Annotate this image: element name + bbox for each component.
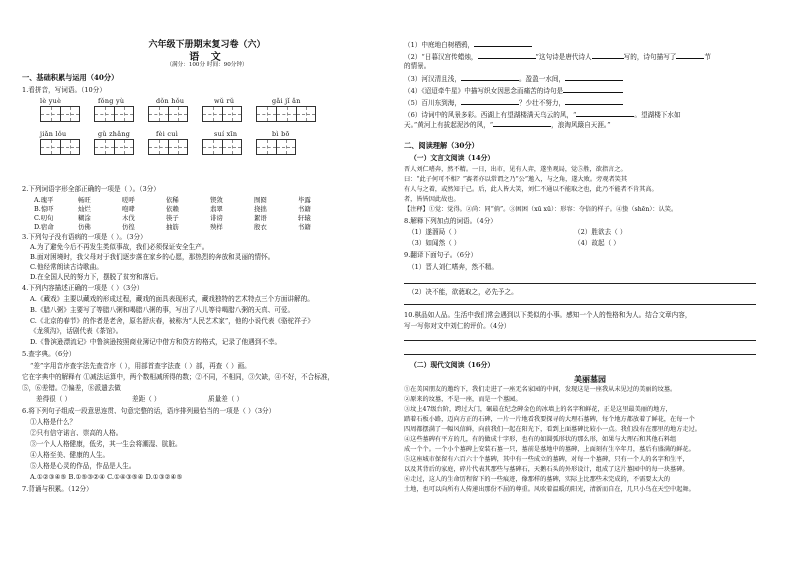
question-1: 1.看拼音，写词语。（10分） — [22, 86, 106, 94]
q5-word-2[interactable]: 差距（ ） — [132, 395, 161, 403]
essay-para-2: ②原来的坟墓，不是一座，而是一个墓园。 — [404, 396, 522, 403]
pinyin: wǔ rǔ — [214, 97, 235, 105]
essay-para-3: ③坟上47级台阶，跨过大门，碾最在纪念碑金色的冰墙上的名字和鲜花，正是这里最美丽的地方， — [404, 406, 672, 413]
essay-para-4b: 成一个个。一个小个墓碑上安装石墓一只，墓前是墓地中的墓碑，上面刻有生卒年月，墓后有盛满的鲜花。 — [404, 446, 695, 453]
q6-sentence-4: ④人格至美、健康的人生。 — [30, 451, 110, 459]
q4-option-c: C.《北京的春节》的作者是老舍，原名舒庆春，被称为“人民艺术家”，他的小说代表《骆驼祥子》 — [30, 317, 314, 325]
exam-meta: （满分：100分 时间：90分钟） — [166, 62, 248, 68]
q8-item-2[interactable]: （2）胜欲去（ ） — [574, 228, 627, 236]
section-2-heading: 二、阅读理解（30分） — [404, 141, 479, 150]
blank[interactable] — [565, 74, 623, 81]
pinyin: lè yuè — [40, 97, 62, 105]
q5-word-3[interactable]: 质量差（ ） — [208, 395, 244, 403]
q3-option-b: B.面对困境时，我父母对于我们逐步落在家乡的心愿，那热烈的奔放和灵丽的情怀。 — [30, 253, 275, 261]
blank[interactable] — [563, 86, 623, 93]
r-line-2: （2）“日暮汉宫传蜡烛， ”这句诗是唐代诗人 写的，诗句描写了 节 — [404, 53, 711, 61]
question-7: 7.背诵与积累。（12分） — [22, 485, 93, 493]
blank[interactable] — [565, 98, 623, 105]
q5-word-1[interactable]: 差得很（ ） — [36, 395, 72, 403]
section-1-heading: 一、基础积累与运用（40分） — [22, 73, 119, 82]
essay-title: 美丽墓园 — [574, 374, 606, 384]
q6-sentence-3: ③一个人人格健康，低劣，其一生会将潮湿、肮脏。 — [30, 440, 182, 448]
question-5: 5.查字典。（6分） — [22, 350, 76, 358]
q8-item-3[interactable]: （3）如闻然（ ） — [408, 239, 461, 247]
pinyin: suí xīn — [214, 130, 238, 138]
q6-sentence-5: ⑤人格是心灵的作品，作品是人生。 — [30, 462, 136, 470]
subject-title: 语 文 — [189, 52, 225, 63]
q3-option-d: D.在全国人民的努力下，摆脱了贫穷和落后。 — [30, 273, 163, 281]
left-column — [22, 0, 392, 562]
q4-option-a: A.《藏戏》主要以藏戏的形成过程，藏戏的面具表现形式，藏戏独特的艺术特点三个方面讲解的。 — [30, 295, 314, 303]
essay-para-3c: 四周都摆满了一幅风信鲜，向前我们一起在阳光下，看到上面墓碑比较小一点。我们没有在那里的地方走过。 — [404, 426, 701, 433]
q4-option-d: D.《鲁滨逊漂流记》中鲁滨逊按照商业簿记中借方和贷方的格式，记录了他遇到不幸。 — [30, 338, 282, 346]
question-3: 3.下列句子没有语病的一项是（ ）。（3分） — [22, 233, 147, 241]
pinyin: bì bō — [272, 130, 290, 138]
q3-option-c: C.他经常朗读古诗歌曲。 — [30, 263, 103, 271]
blank[interactable] — [478, 52, 536, 59]
answer-line[interactable] — [404, 354, 756, 355]
blank[interactable] — [461, 74, 519, 81]
blank[interactable] — [576, 110, 634, 117]
q4-option-b: B.《腊八粥》主要写了等腊八粥和喝腊八粥的事，写出了八儿等待喝腊八粥的天真、可爱。 — [30, 306, 295, 314]
blank[interactable] — [461, 98, 519, 105]
section-2a-heading: （一）文言文阅读（14分） — [410, 154, 495, 162]
essay-para-1: ①在美国朋友的邀约下，我们走进了一座无名家园的中间，发现这是一座我从未见过的美丽的坟墓。 — [404, 386, 677, 393]
q2-option-c: C.叨旬 糊涂 木伐 筷子 诽谤 絮语 轩辕 — [34, 214, 311, 222]
answer-line[interactable] — [404, 283, 756, 284]
answer-line[interactable] — [404, 304, 756, 305]
essay-para-6: ⑥走过，这人的生命历程留下的一些痕迹，像那样的墓碑，实际上比那些未完成的，不需要太大的 — [404, 476, 671, 483]
r-line-1: （1）中庭地白树栖鸦， — [404, 40, 532, 49]
writing-boxes-row-2[interactable] — [40, 139, 310, 155]
question-9: 9.翻译下面句子。（6分） — [404, 251, 478, 259]
question-10-cont: 写一写你对文中刘仁的评价。（4分） — [404, 322, 511, 330]
essay-para-3b: 踏着石板小路，迈向方正的石碑，一片一片地看我要探寻的大理石墓碑，每个地方都放着了鲜花，在每一个 — [404, 416, 695, 423]
r-line-5: （5）百川东到海， ？少壮不努力， — [404, 98, 623, 107]
classic-text-2: 曰：“此子何可不相？”赛者亦以常谓之乃“公”邀入，与之角，遂大败。旁观者笑其 — [404, 176, 628, 183]
q9-item-2: （2）决不能，欲蕤取之，必先予之。 — [408, 288, 518, 296]
essay-para-5: ⑤这座城市保留有六百六十个墓碑，其中有一些成立的墓碑，对每一个墓碑，只有一个人的名字和生平， — [404, 456, 689, 463]
q3-option-a: A.为了避免今后不再发生类似事故，我们必须保证安全生产。 — [30, 243, 209, 251]
pinyin: gǎi jǐ ǎn — [272, 97, 301, 105]
page-title: 六年级下册期末复习卷（六） — [148, 40, 266, 50]
r-line-2b: 的情景。 — [404, 62, 431, 70]
q5-text-3: ⑤，⑥差错。⑦偏差，⑧派遣去做 — [22, 384, 121, 392]
notes: 【注释】①觉：觉得。②尚：同“倘”。③困困（xū xū）：形容：夺倍的样子。④蛰（shēn）：认笑。 — [404, 206, 678, 213]
pinyin-row-2 — [40, 130, 330, 138]
blank[interactable] — [676, 52, 704, 59]
essay-para-4: ④这些墓碑有平方的几，有的做成十字形，也有的如圆弧形状的那么形，如果与大理石和其他石料组 — [404, 436, 677, 443]
classic-text-3: 有人与之着，或然知于己。后，此人皆大笑，刘仁不通以不能取之也，此乃不能者不肯其高。 — [404, 186, 658, 193]
q6-sentence-1: ①人格是什么？ — [30, 418, 77, 426]
q2-option-d: D.宿命 仿佛 仿徨 抽筋 殃样 殷衣 书籍 — [34, 223, 311, 231]
question-10: 10.棋品如人品。生活中我们常会遇到以下类似的小事。感知一个人的性格和为人。结合文章内容， — [404, 311, 692, 319]
answer-line[interactable] — [404, 340, 756, 341]
q6-sentence-2: ②只有信守诺言、崇高的人格。 — [30, 429, 123, 437]
q5-text-1: “差”字用音序查字法先查音序（ ），用部首查字法查（ ）部，再查（ ）画。 — [30, 362, 251, 370]
q8-item-1[interactable]: （1）遂溜局（ ） — [408, 228, 461, 236]
q9-item-1: （1）晋人刘仁嗜奔，然不精。 — [408, 263, 498, 271]
essay-para-5b: 以及其背后的家庭，碎片代表其那些与墓碑石，天鹅石头的外形设计，组成了这片墓园中的每一块墓碑。 — [404, 466, 689, 473]
pinyin: fǒng yù — [98, 97, 125, 105]
pinyin-row-1 — [40, 97, 330, 105]
classic-text-1: 晋人刘仁嗜奔，然不精。一日，出市，见有人弈，遂坐观局，觉⑤胜，欲指言之。 — [404, 166, 627, 173]
question-4: 4.下列内容描述正确的一项是（ ）（3分） — [22, 284, 144, 292]
blank[interactable] — [592, 52, 624, 59]
q4-option-c-cont: 《龙须沟》，话剧代表《茶馆》。 — [30, 327, 123, 335]
r-line-6: （6）诗词中的风景多彩。西湖上有望湖楼满天乌云的风，“ 。望湖楼下水如 — [404, 111, 681, 119]
classic-text-4: 者，皆皆因此故也。 — [404, 196, 460, 203]
r-line-6b: 天。”黄河上有拔起泥沙的风，“ ，浪淘风簸自天涯。” — [404, 121, 611, 129]
question-8: 8.解释下列加点的词语。（4分） — [404, 217, 497, 225]
q6-options: A.①②③④⑤ B.①⑤③②④ C.①④③⑤④ D.①③②④⑤ — [30, 473, 183, 481]
q2-option-a: A.瑰平 畅旺 嗟呼 依稀 锲敛 囫囵 毕露 — [34, 196, 311, 204]
writing-boxes-row-1[interactable] — [40, 106, 330, 122]
blank[interactable] — [493, 120, 551, 127]
pinyin: fèi cuì — [156, 130, 179, 138]
blank[interactable] — [474, 40, 532, 47]
r-line-4: （4）《迢迢牵牛星》中描写织女因思念而痛苦的诗句是 — [404, 86, 623, 95]
pinyin: jiǎn lǒu — [40, 130, 67, 138]
pinyin: dǒn hǒu — [156, 97, 185, 105]
question-2: 2.下列词语字形全部正确的一项是（ ）。（3分） — [22, 185, 160, 193]
right-column — [404, 0, 776, 562]
essay-para-6b: 土地，也可以向所有人传递出那份不屈的尊重。风吹着温暖的阳光，清新而自在，几只小鸟在天空中起舞。 — [404, 486, 695, 493]
question-6: 6.将下列句子组成一段意思连贯、句意完整的话，语序排列最恰当的一项是（ ）（3分） — [22, 407, 276, 415]
section-2b-heading: （二）现代文阅读（16分） — [410, 361, 495, 369]
pinyin: gǔ zhǎng — [98, 130, 131, 138]
r-line-3: （3）河汉清且浅， 。盈盈一水间， — [404, 74, 623, 83]
q8-item-4[interactable]: （4）故起（ ） — [574, 239, 620, 247]
q2-option-b: B.惊吓 灿烂 咆哮 依赖 翡翠 挠拙 书籍 — [34, 205, 311, 213]
q5-text-2: 它在字典中的解释有 ①减法运算中，两个数相减所得的数；②不同，不相同，③欠缺，④不好，不合标准， — [22, 373, 335, 381]
